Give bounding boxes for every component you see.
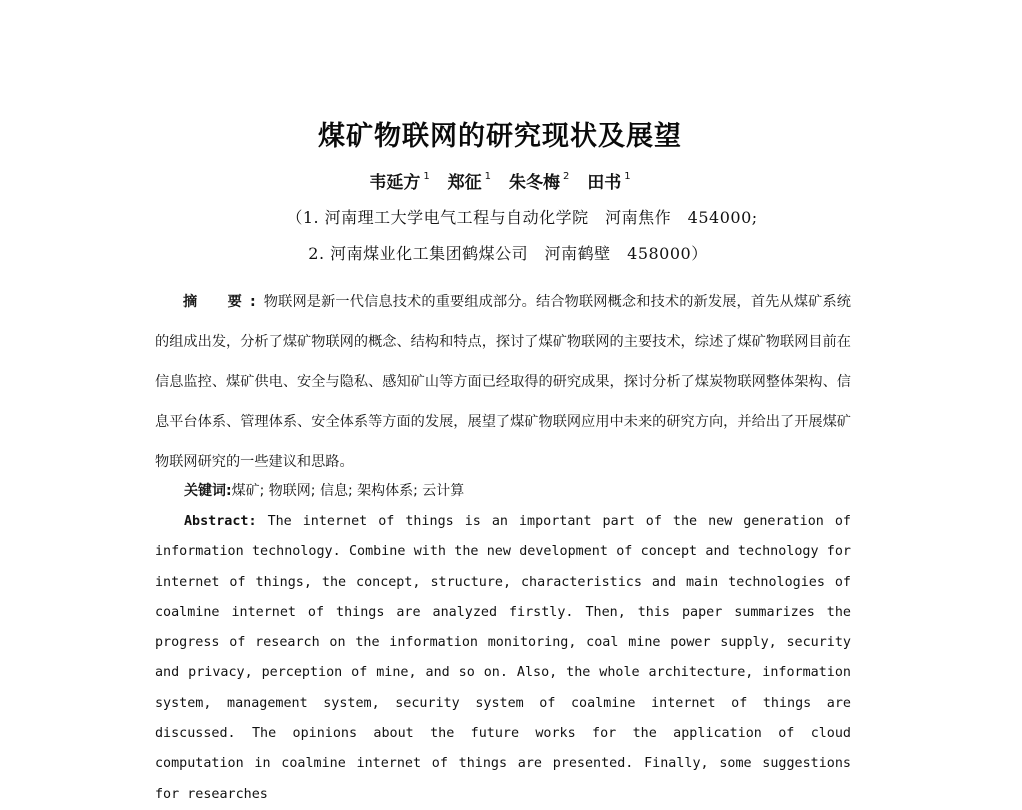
paper-title: 煤矿物联网的研究现状及展望: [318, 121, 682, 152]
keywords-text: 煤矿; 物联网; 信息; 架构体系; 云计算: [231, 483, 465, 499]
affiliation-1: （1. 河南理工大学电气工程与自动化学院 河南焦作 454000;: [286, 208, 758, 227]
author-name: 韦延方: [369, 173, 421, 193]
author-list: [0, 168, 1000, 193]
abstract-en-label: Abstract:: [184, 514, 257, 529]
author-name: 郑征: [447, 173, 482, 193]
keywords-label: 关键词:: [184, 483, 232, 499]
abstract-cn-text: 物联网是新一代信息技术的重要组成部分。结合物联网概念和技术的新发展，首先从煤矿系统的组成出发，分析了煤矿物联网的概念、结构和特点，探讨了煤矿物联网的主要技术，综述了煤矿物联网目前在信息监控、煤矿供电、安全与隐私、感知矿山等方面已经取得的研究成果，探讨分析了煤炭物联网整体架构、信息平台体系、管理体系、安全体系等方面的发展，展望了煤矿物联网应用中未来的研究方向，并给出了开展煤矿物联网研究的一些建议和思路。: [155, 294, 851, 470]
author-3: [509, 168, 569, 193]
abstract-english: [155, 507, 851, 810]
abstract-en-text: The internet of things is an important part of the new generation of information technology. Combine with the new development of concept and technology for internet of things, the concept, structure, characteristics and main technologies of coalmine internet of things are analyzed firstly. Then, this paper summarizes the progress of research on the information monitoring, coal mine power supply, security and privacy, perception of mine, and so on. Also, the whole architecture, information system, management system, security system of coalmine internet of things are discussed. The opinions about the future works for the application of cloud computation in coalmine internet of things are presented. Finally, some suggestions for researches: [155, 514, 851, 802]
keywords: [184, 480, 464, 500]
abstract-chinese: [155, 282, 851, 482]
author-name: 田书: [587, 173, 622, 193]
author-affil-mark: 1: [624, 171, 631, 183]
abstract-cn-label: 摘 要:: [183, 294, 264, 310]
author-1: [369, 168, 429, 193]
author-affil-mark: 1: [484, 171, 492, 183]
author-affil-mark: 2: [562, 171, 570, 183]
author-4: [587, 168, 630, 193]
author-name: 朱冬梅: [508, 173, 560, 193]
affiliation-2: 2. 河南煤业化工集团鹤煤公司 河南鹤壁 458000）: [308, 244, 708, 263]
author-2: [448, 168, 491, 193]
author-affil-mark: 1: [423, 171, 430, 183]
